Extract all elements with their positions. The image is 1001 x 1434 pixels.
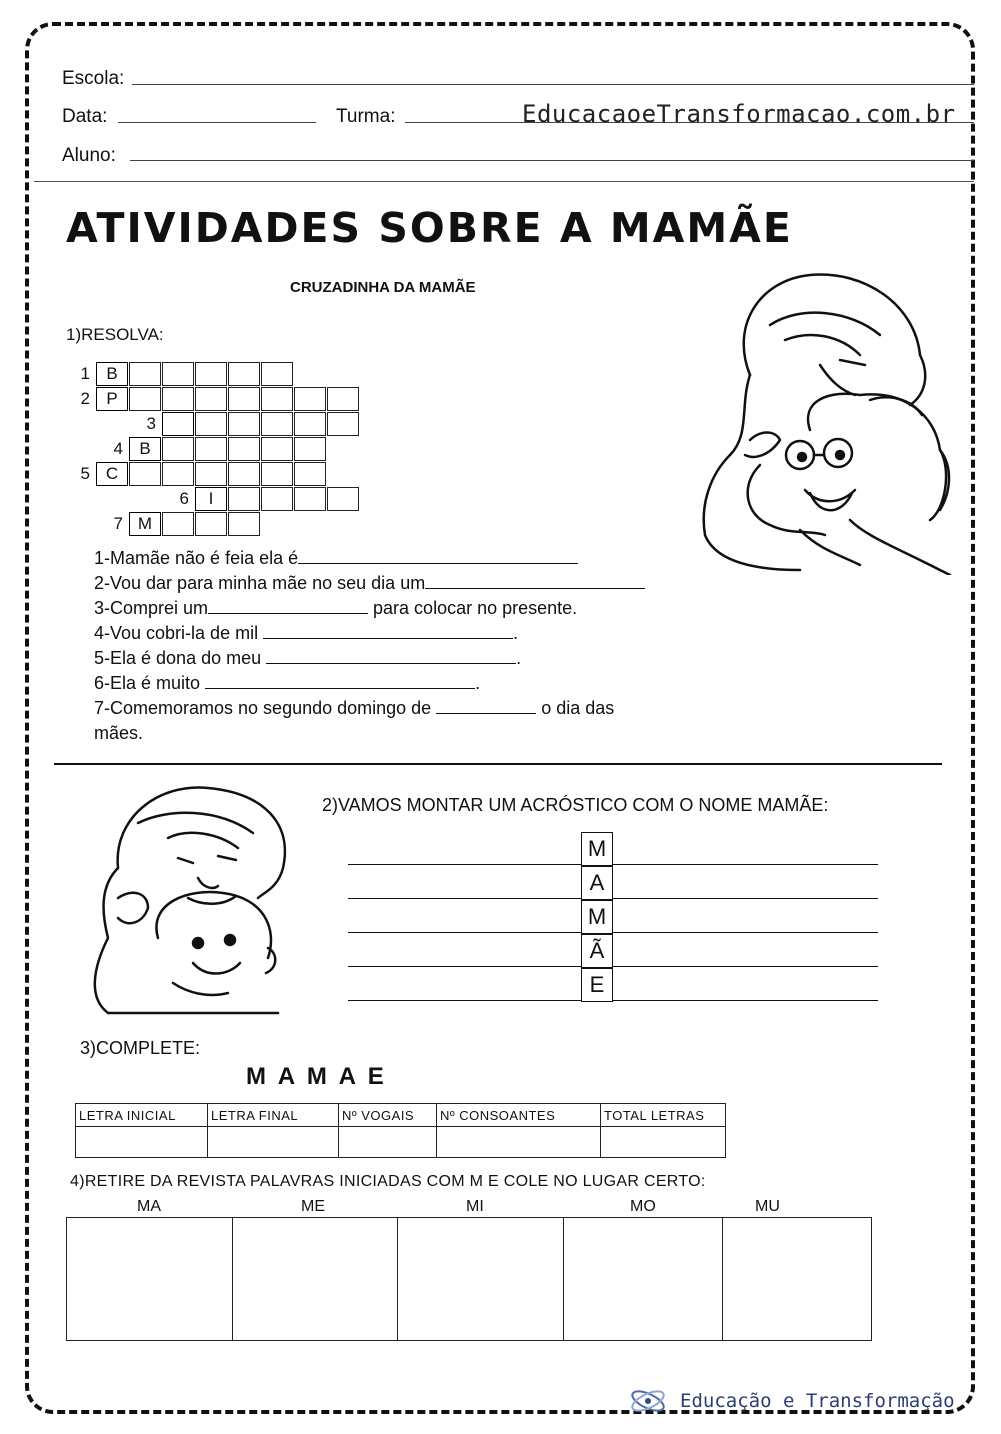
clue-text: 1-Mamãe não é feia ela é bbox=[94, 548, 299, 568]
col-header-initial-letter: LETRA INICIAL bbox=[76, 1104, 208, 1127]
answer-blank[interactable] bbox=[298, 549, 578, 564]
crossword-cell[interactable] bbox=[261, 462, 293, 486]
collage-cell-mi[interactable] bbox=[398, 1218, 564, 1341]
col-header-ma: MA bbox=[137, 1198, 161, 1215]
answer-blank[interactable] bbox=[208, 599, 368, 614]
crossword-cell[interactable] bbox=[162, 412, 194, 436]
clue-text: 3-Comprei um bbox=[94, 598, 209, 618]
acrostic-write-line-right[interactable] bbox=[613, 898, 878, 899]
col-header-mo: MO bbox=[630, 1198, 656, 1215]
crossword-cell[interactable] bbox=[162, 512, 194, 536]
mother-son-illustration bbox=[78, 778, 298, 1018]
crossword-row-number: 1 bbox=[80, 364, 90, 383]
header-divider bbox=[34, 181, 974, 182]
class-label: Turma: bbox=[336, 106, 396, 127]
clue-line bbox=[94, 573, 645, 594]
clue-line bbox=[94, 548, 578, 569]
q3-title: 3)COMPLETE: bbox=[80, 1038, 201, 1058]
crossword-cell[interactable] bbox=[162, 387, 194, 411]
acrostic-letter: A bbox=[581, 866, 613, 900]
crossword-cell[interactable] bbox=[261, 487, 293, 511]
collage-cell-ma[interactable] bbox=[67, 1218, 233, 1341]
col-header-total-letters: TOTAL LETRAS bbox=[601, 1104, 726, 1127]
clue-line bbox=[94, 623, 518, 644]
clue-text-end: . bbox=[475, 673, 481, 693]
acrostic-write-line-right[interactable] bbox=[613, 864, 878, 865]
crossword-cell[interactable]: P bbox=[96, 387, 128, 411]
crossword-row-number: 4 bbox=[113, 439, 123, 458]
crossword-cell[interactable] bbox=[228, 462, 260, 486]
acrostic-write-line-right[interactable] bbox=[613, 966, 878, 967]
crossword-cell[interactable] bbox=[129, 362, 161, 386]
clue-line bbox=[94, 648, 521, 669]
crossword-cell[interactable]: B bbox=[96, 362, 128, 386]
site-watermark: EducacaoeTransformacao.com.br bbox=[522, 100, 956, 128]
acrostic-write-line-left[interactable] bbox=[348, 966, 581, 967]
clue-line bbox=[94, 698, 614, 719]
answer-blank[interactable] bbox=[436, 699, 536, 714]
word-analysis-table bbox=[75, 1103, 726, 1158]
crossword-cell[interactable] bbox=[294, 462, 326, 486]
q2-title: 2)VAMOS MONTAR UM ACRÓSTICO COM O NOME MAMÃE: bbox=[322, 795, 829, 815]
acrostic-write-line-right[interactable] bbox=[613, 1000, 878, 1001]
crossword-cell[interactable] bbox=[327, 412, 359, 436]
crossword-row-number: 7 bbox=[113, 514, 123, 533]
crossword-cell[interactable] bbox=[228, 362, 260, 386]
crossword-cell[interactable] bbox=[228, 412, 260, 436]
crossword-cell[interactable] bbox=[195, 362, 227, 386]
crossword-cell[interactable] bbox=[261, 412, 293, 436]
crossword-title: CRUZADINHA DA MAMÃE bbox=[290, 279, 476, 296]
collage-cell-mu[interactable] bbox=[723, 1218, 872, 1341]
answer-blank[interactable] bbox=[266, 649, 516, 664]
crossword-cell[interactable] bbox=[195, 462, 227, 486]
collage-cell-me[interactable] bbox=[233, 1218, 398, 1341]
col-header-mu: MU bbox=[755, 1198, 780, 1215]
crossword-cell[interactable] bbox=[195, 437, 227, 461]
q4-title: 4)RETIRE DA REVISTA PALAVRAS INICIADAS COM M E COLE NO LUGAR CERTO: bbox=[70, 1173, 706, 1190]
crossword-cell[interactable] bbox=[294, 487, 326, 511]
clue-text-end: o dia das bbox=[536, 698, 615, 718]
crossword-cell[interactable] bbox=[228, 387, 260, 411]
crossword-cell[interactable] bbox=[195, 412, 227, 436]
answer-blank[interactable] bbox=[263, 624, 513, 639]
crossword-cell[interactable] bbox=[162, 462, 194, 486]
answer-blank[interactable] bbox=[205, 674, 475, 689]
crossword-cell[interactable] bbox=[327, 487, 359, 511]
crossword-cell[interactable] bbox=[294, 437, 326, 461]
clue-text: 7-Comemoramos no segundo domingo de bbox=[94, 698, 437, 718]
crossword-cell[interactable]: I bbox=[195, 487, 227, 511]
acrostic-letter: Ã bbox=[581, 934, 613, 968]
crossword-cell[interactable] bbox=[261, 362, 293, 386]
crossword-cell[interactable] bbox=[228, 512, 260, 536]
answer-cell-final-letter[interactable] bbox=[208, 1127, 339, 1158]
clue-text-end: para colocar no presente. bbox=[368, 598, 578, 618]
col-header-vowels: Nº VOGAIS bbox=[339, 1104, 437, 1127]
crossword-row-number: 5 bbox=[80, 464, 90, 483]
acrostic-write-line-left[interactable] bbox=[348, 864, 581, 865]
acrostic-letter: E bbox=[581, 968, 613, 1002]
clue-line bbox=[94, 598, 577, 619]
section-divider bbox=[54, 763, 942, 765]
answer-blank[interactable] bbox=[425, 574, 645, 589]
crossword-cell[interactable] bbox=[228, 437, 260, 461]
crossword-cell[interactable]: C bbox=[96, 462, 128, 486]
clue-line bbox=[94, 673, 480, 694]
acrostic-write-line-left[interactable] bbox=[348, 898, 581, 899]
mother-daughter-illustration bbox=[690, 265, 955, 575]
crossword-cell[interactable] bbox=[195, 512, 227, 536]
col-header-final-letter: LETRA FINAL bbox=[208, 1104, 339, 1127]
crossword-cell[interactable] bbox=[261, 387, 293, 411]
student-field[interactable] bbox=[130, 160, 974, 161]
col-header-consonants: Nº CONSOANTES bbox=[437, 1104, 601, 1127]
crossword-cell[interactable] bbox=[162, 437, 194, 461]
acrostic-write-line-left[interactable] bbox=[348, 932, 581, 933]
date-field[interactable] bbox=[118, 122, 316, 123]
atom-orbit-icon bbox=[628, 1384, 668, 1418]
clue-line bbox=[94, 723, 143, 744]
crossword-cell[interactable] bbox=[129, 387, 161, 411]
crossword-row-number: 2 bbox=[80, 389, 90, 408]
clue-text: 2-Vou dar para minha mãe no seu dia um bbox=[94, 573, 426, 593]
crossword-cell[interactable]: B bbox=[129, 437, 161, 461]
clue-text-end: . bbox=[513, 623, 519, 643]
collage-cell-mo[interactable] bbox=[564, 1218, 723, 1341]
crossword-cell[interactable] bbox=[129, 462, 161, 486]
clue-text: 5-Ela é dona do meu bbox=[94, 648, 267, 668]
answer-cell-vowels[interactable] bbox=[339, 1127, 437, 1158]
footer-brand: Educação e Transformação bbox=[680, 1390, 955, 1412]
crossword-cell[interactable] bbox=[261, 437, 293, 461]
crossword-cell[interactable] bbox=[327, 387, 359, 411]
answer-cell-total-letters[interactable] bbox=[601, 1127, 726, 1158]
date-label: Data: bbox=[62, 106, 108, 127]
answer-cell-consonants[interactable] bbox=[437, 1127, 601, 1158]
acrostic-write-line-left[interactable] bbox=[348, 1000, 581, 1001]
crossword-cell[interactable] bbox=[294, 412, 326, 436]
clue-text: 4-Vou cobri-la de mil bbox=[94, 623, 264, 643]
crossword-cell[interactable] bbox=[228, 487, 260, 511]
crossword-cell[interactable]: M bbox=[129, 512, 161, 536]
crossword-row-number: 3 bbox=[146, 414, 156, 433]
school-label: Escola: bbox=[62, 68, 125, 89]
col-header-me: ME bbox=[301, 1198, 325, 1215]
acrostic-letter: M bbox=[581, 900, 613, 934]
q1-title: 1)RESOLVA: bbox=[66, 325, 164, 344]
crossword-cell[interactable] bbox=[294, 387, 326, 411]
clue-text-end: . bbox=[516, 648, 522, 668]
clue-text: mães. bbox=[94, 723, 144, 743]
acrostic-letter: M bbox=[581, 832, 613, 866]
crossword-cell[interactable] bbox=[195, 387, 227, 411]
word-collage-table bbox=[66, 1217, 872, 1341]
student-label: Aluno: bbox=[62, 145, 116, 166]
answer-cell-initial-letter[interactable] bbox=[76, 1127, 208, 1158]
acrostic-write-line-right[interactable] bbox=[613, 932, 878, 933]
page-title: ATIVIDADES SOBRE A MAMÃE bbox=[66, 204, 793, 252]
crossword-cell[interactable] bbox=[162, 362, 194, 386]
clue-text: 6-Ela é muito bbox=[94, 673, 206, 693]
q3-word: M A M A E bbox=[246, 1063, 387, 1090]
col-header-mi: MI bbox=[466, 1198, 484, 1215]
crossword-row-number: 6 bbox=[179, 489, 189, 508]
school-field[interactable] bbox=[132, 84, 974, 85]
